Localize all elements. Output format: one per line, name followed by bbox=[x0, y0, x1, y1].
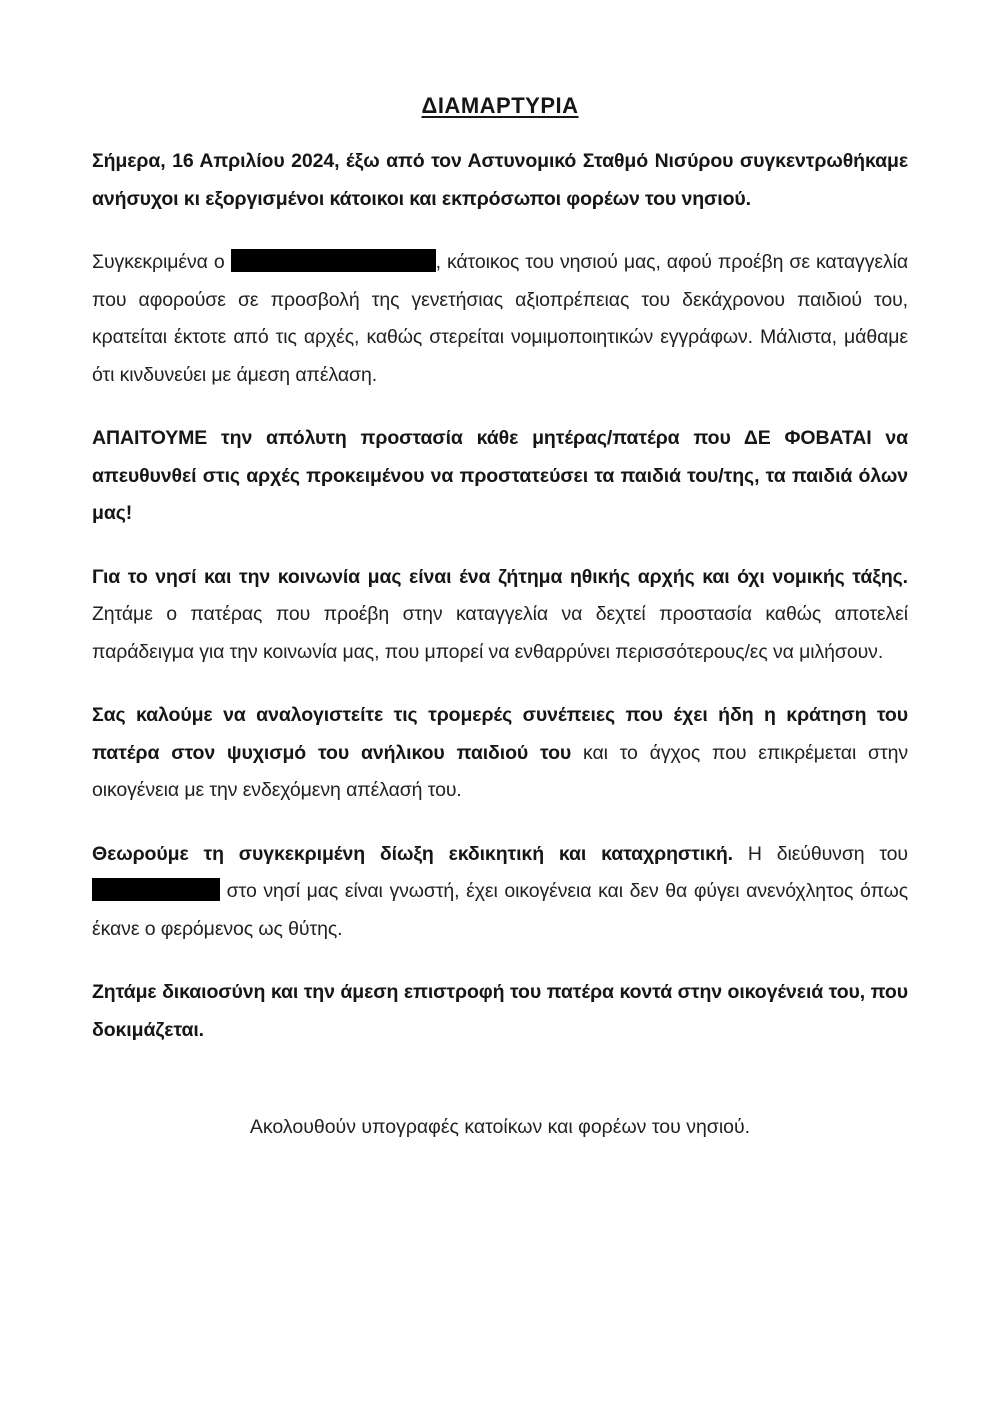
paragraph-opening-statement bbox=[92, 143, 908, 218]
bold-text-run: Ζητάμε δικαιοσύνη και την άμεση επιστροφή του πατέρα κοντά στην οικογένειά του, που δοκιμάζεται. bbox=[92, 981, 908, 1041]
text-run: και το άγχος που επικρέμεται στην οικογένεια με την ενδεχόμενη απέλασή του. bbox=[92, 741, 908, 801]
redaction-bar bbox=[231, 249, 436, 272]
paragraph-prosecution-statement bbox=[92, 836, 908, 949]
text-run: Η διεύθυνση του bbox=[733, 842, 908, 865]
paragraph-complaint-description bbox=[92, 244, 908, 394]
bold-text-run: Για το νησί και την κοινωνία μας είναι ένα ζήτημα ηθικής αρχής και όχι νομικής τάξης. bbox=[92, 565, 908, 588]
text-run: , κάτοικος του νησιού μας, αφού προέβη σε καταγγελία που αφορούσε σε προσβολή της γενετήσιας αξιοπρέπειας του δεκάχρονου παιδιού του, κρατείται έκτοτε από τις αρχές, καθώς στερείται νομιμοποιητικών εγγράφων. Μάλιστα, μάθαμε ότι κινδυνεύει με άμεση απέλαση. bbox=[92, 251, 908, 386]
redaction-bar bbox=[92, 878, 220, 901]
text-run: Συγκεκριμένα ο bbox=[92, 251, 231, 273]
closing-note: Ακολουθούν υπογραφές κατοίκων και φορέων του νησιού. bbox=[249, 1116, 751, 1138]
paragraph-moral-issue-statement bbox=[92, 559, 908, 672]
paragraph-demand-statement bbox=[92, 420, 908, 533]
text-run: στο νησί μας είναι γνωστή, έχει οικογένεια και δεν θα φύγει ανενόχλητος όπως έκανε ο φερόμενος ως θύτης. bbox=[92, 880, 908, 940]
bold-text-run: Σήμερα, 16 Απριλίου 2024, έξω από τον Αστυνομικό Σταθμό Νισύρου συγκεντρωθήκαμε ανήσυχοι κι εξοργισμένοι κάτοικοι και εκπρόσωποι φορέων του νησιού. bbox=[92, 150, 908, 210]
bold-text-run: Σας καλούμε να αναλογιστείτε τις τρομερές συνέπειες που έχει ήδη η κράτηση του πατέρα στον ψυχισμό του ανήλικου παιδιού του bbox=[92, 704, 908, 764]
document-title: ΔΙΑΜΑΡΤΥΡΙΑ bbox=[421, 93, 579, 118]
paragraph-consequences-statement bbox=[92, 697, 908, 810]
bold-text-run: Θεωρούμε τη συγκεκριμένη δίωξη εκδικητική και καταχρηστική. bbox=[92, 842, 733, 865]
bold-text-run: ΑΠΑΙΤΟΥΜΕ την απόλυτη προστασία κάθε μητέρας/πατέρα που ΔΕ ΦΟΒΑΤΑΙ να απευθυνθεί στις αρχές προκειμένου να προστατεύσει τα παιδιά του/της, τα παιδιά όλων μας! bbox=[92, 427, 908, 524]
paragraph-justice-demand bbox=[92, 974, 908, 1049]
text-run: Ζητάμε ο πατέρας που προέβη στην καταγγελία να δεχτεί προστασία καθώς αποτελεί παράδειγμα για την κοινωνία μας, που μπορεί να ενθαρρύνει περισσότερους/ες να μιλήσουν. bbox=[92, 603, 908, 663]
